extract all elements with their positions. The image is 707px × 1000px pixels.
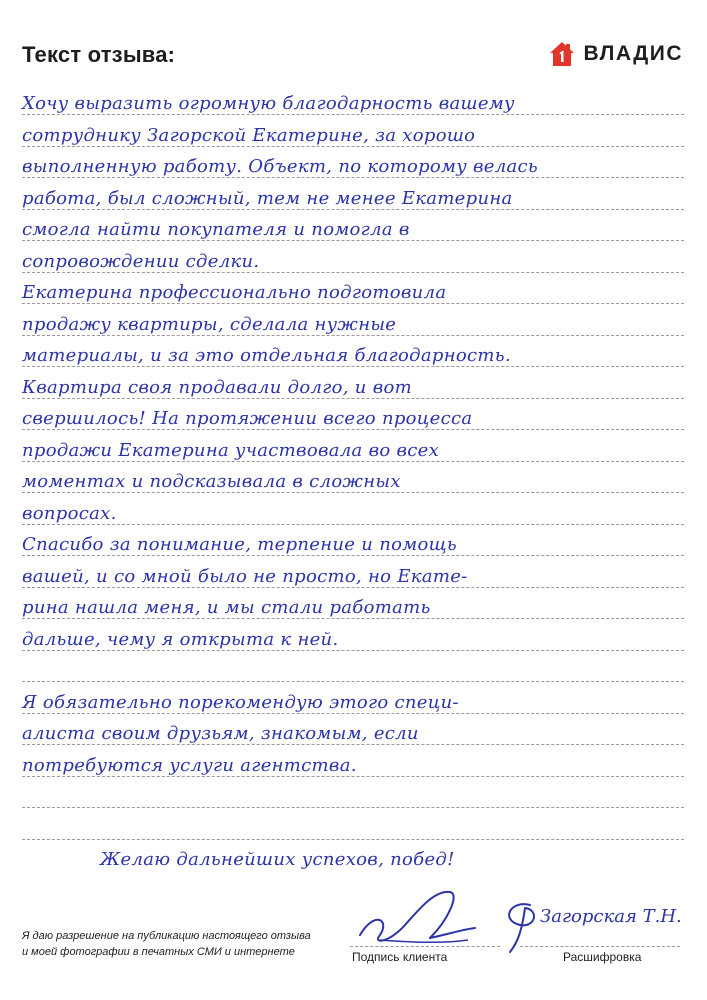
consent-text: [22, 928, 311, 960]
review-line: свершилось! На протяжении всего процесса: [22, 408, 473, 429]
review-line: Квартира своя продавали долго, и вот: [22, 377, 412, 398]
review-line: рина нашла меня, и мы стали работать: [22, 597, 431, 618]
review-line: Я обязательно порекомендую этого специ-: [22, 692, 459, 713]
handwritten-review: [22, 0, 684, 880]
signature-line: [350, 946, 500, 947]
review-line: выполненную работу. Объект, по которому велась: [22, 156, 539, 177]
review-line: вашей, и со мной было не просто, но Екате-: [22, 566, 468, 587]
review-line: дальше, чему я открыта к ней.: [22, 629, 339, 650]
review-line: смогла найти покупателя и помогла в: [22, 219, 410, 240]
review-line: продажу квартиры, сделала нужные: [22, 314, 397, 335]
decoding-line: [520, 946, 680, 947]
consent-line-2: и моей фотографии в печатных СМИ и интернете: [22, 946, 295, 958]
review-line: продажи Екатерина участвовала во всех: [22, 440, 440, 461]
signature-label: Подпись клиента: [352, 950, 448, 964]
review-line: материалы, и за это отдельная благодарность.: [22, 345, 511, 366]
review-line: Желаю дальнейших успехов, побед!: [100, 849, 455, 870]
decoding-label: Расшифровка: [563, 950, 642, 964]
review-line: моментах и подсказывала в сложных: [22, 471, 401, 492]
review-line: вопросах.: [22, 503, 117, 524]
page-title: Текст отзыва:: [22, 42, 176, 67]
review-line: Екатерина профессионально подготовила: [22, 282, 447, 303]
decoding-value: Загорская Т.Н.: [540, 906, 682, 927]
review-line: работа, был сложный, тем не менее Екатерина: [22, 188, 513, 209]
brand-name: ВЛАДИС: [583, 42, 683, 65]
review-line: Хочу выразить огромную благодарность вашему: [22, 93, 515, 114]
consent-line-1: Я даю разрешение на публикацию настоящего отзыва: [22, 930, 311, 942]
review-line: алиста своим друзьям, знакомым, если: [22, 723, 419, 744]
review-line: Спасибо за понимание, терпение и помощь: [22, 534, 457, 555]
review-line: сопровождении сделки.: [22, 251, 260, 272]
review-line: потребуются услуги агентства.: [22, 755, 357, 776]
review-line: сотруднику Загорской Екатерине, за хорошо: [22, 125, 476, 146]
